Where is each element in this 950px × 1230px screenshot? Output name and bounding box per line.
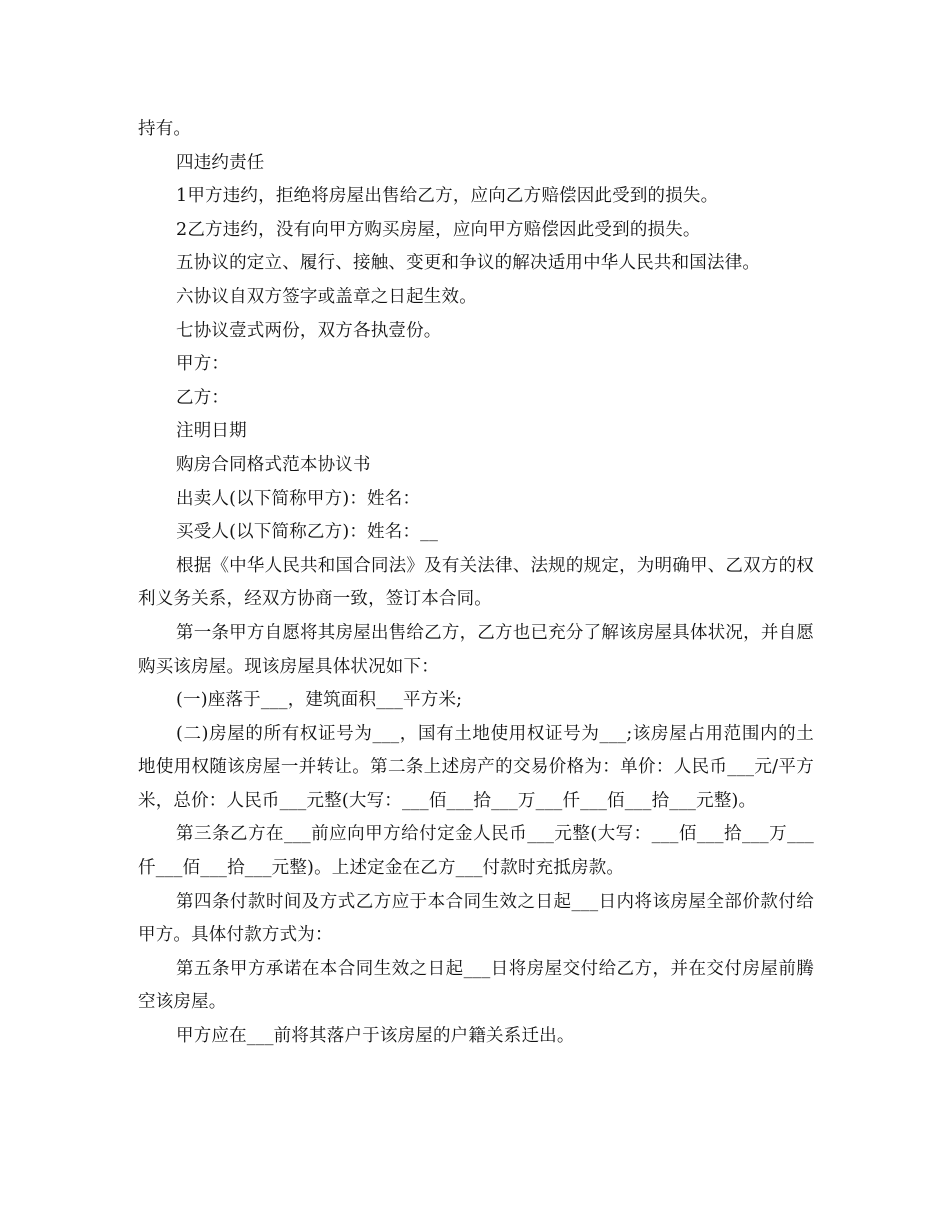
clause-party-a-breach: 1甲方违约，拒绝将房屋出售给乙方，应向乙方赔偿因此受到的损失。 — [176, 186, 719, 207]
article-4: 第四条付款时间及方式乙方应于本合同生效之日起___日内将该房屋全部价款付给甲方。具体付款方式为： — [138, 891, 814, 946]
signature-date: 注明日期 — [176, 421, 247, 442]
article-3: 第三条乙方在___前应向甲方给付定金人民币___元整(大写：___佰___拾___万___仟___佰___拾___元整)。上述定金在乙方___付款时充抵房款。 — [138, 824, 814, 879]
article-5: 第五条甲方承诺在本合同生效之日起___日将房屋交付给乙方，并在交付房屋前腾空该房屋。 — [138, 958, 814, 1013]
article-1-item-2-and-article-2: (二)房屋的所有权证号为___，国有土地使用权证号为___;该房屋占用范围内的土地使用权随该房屋一并转让。第二条上述房产的交易价格为：单价：人民币___元/平方米，总价：人民币___元整(大写：___佰___拾___万___仟___佰___拾___元整)。 — [138, 723, 814, 811]
signature-party-a: 甲方： — [176, 354, 230, 375]
clause-party-b-breach: 2乙方违约，没有向甲方购买房屋，应向甲方赔偿因此受到的损失。 — [176, 219, 701, 240]
seller-line: 出卖人(以下简称甲方)：姓名： — [176, 488, 421, 509]
document-body — [138, 113, 814, 1054]
section-heading-breach-liability: 四违约责任 — [176, 152, 265, 173]
article-5-household-registration: 甲方应在___前将其落户于该房屋的户籍关系迁出。 — [176, 1026, 575, 1047]
signature-party-b: 乙方： — [176, 387, 230, 408]
clause-copies: 七协议壹式两份，双方各执壹份。 — [176, 320, 442, 341]
article-1: 第一条甲方自愿将其房屋出售给乙方，乙方也已充分了解该房屋具体状况，并自愿购买该房屋。现该房屋具体状况如下： — [138, 622, 814, 677]
preamble-paragraph: 根据《中华人民共和国合同法》及有关法律、法规的规定，为明确甲、乙双方的权利义务关系，经双方协商一致，签订本合同。 — [138, 555, 814, 610]
clause-governing-law: 五协议的定立、履行、接触、变更和争议的解决适用中华人民共和国法律。 — [176, 253, 761, 274]
paragraph-continuation: 持有。 — [138, 119, 192, 139]
buyer-line: 买受人(以下简称乙方)：姓名：__ — [176, 522, 439, 543]
article-1-item-1: (一)座落于___，建筑面积___平方米; — [176, 690, 463, 711]
document-title: 购房合同格式范本协议书 — [176, 454, 371, 475]
clause-effective-date: 六协议自双方签字或盖章之日起生效。 — [176, 286, 477, 307]
